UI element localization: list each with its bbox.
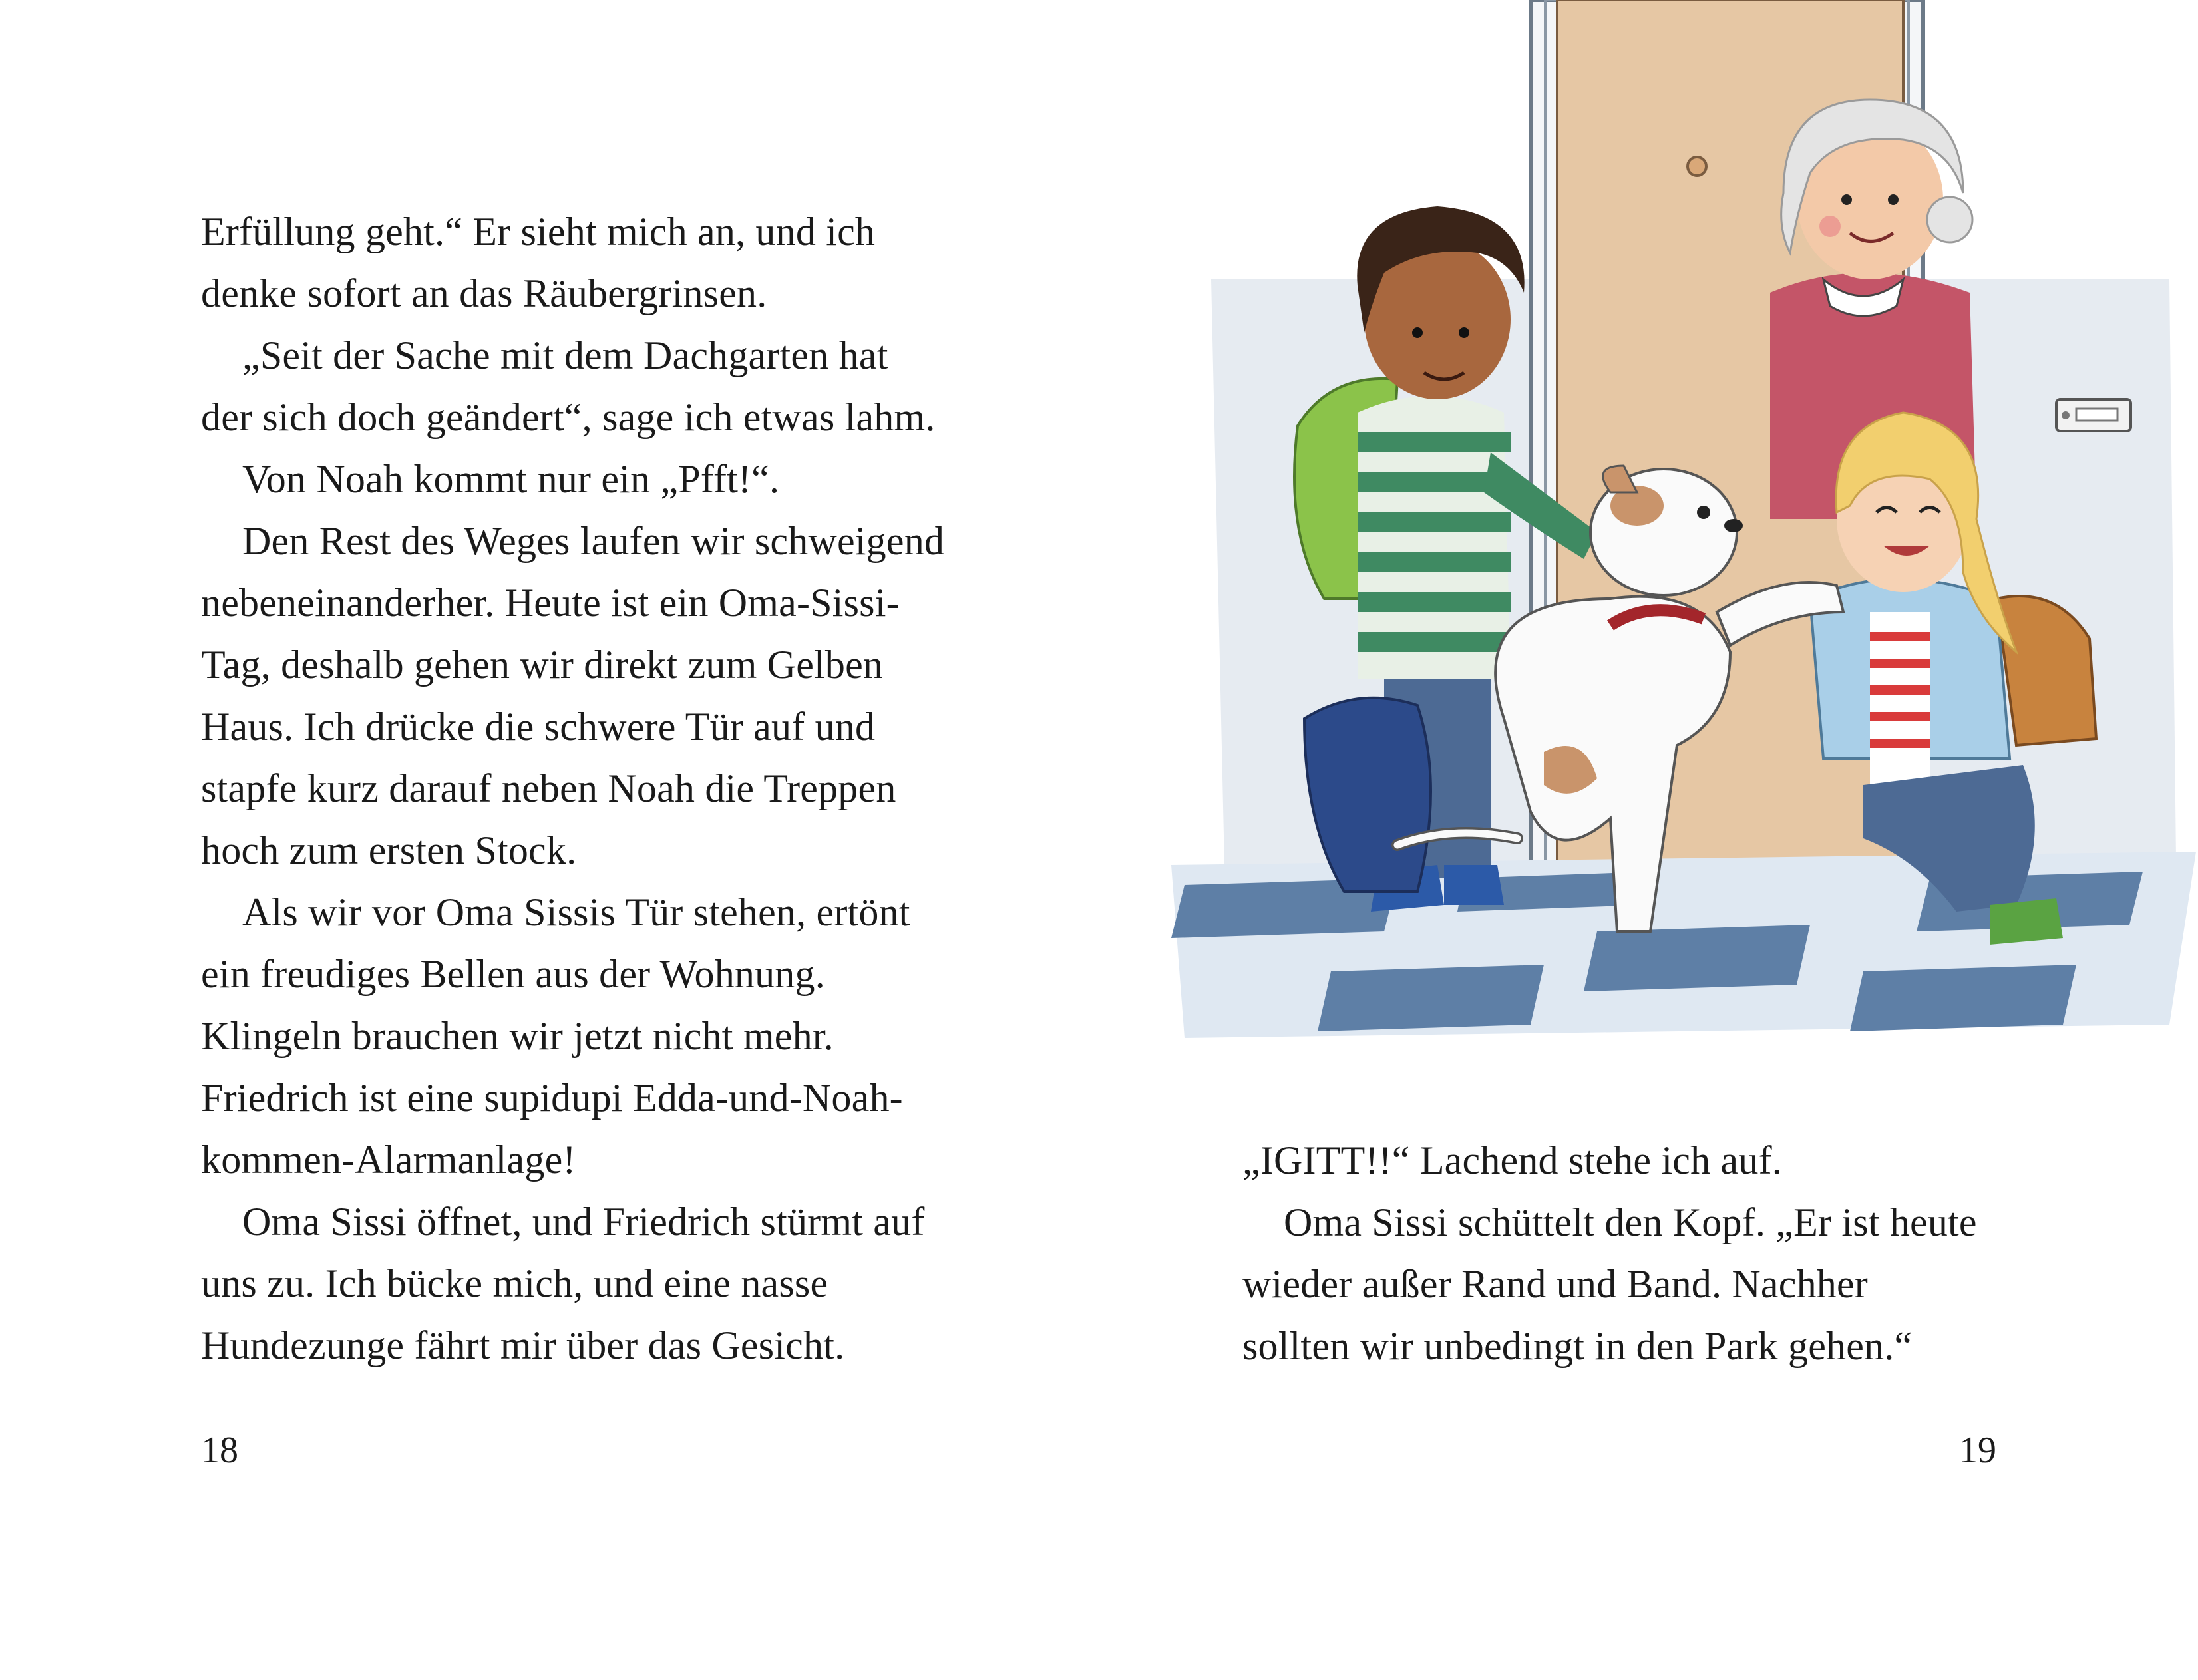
text-line: wieder außer Rand und Band. Nachher — [1242, 1262, 1868, 1306]
left-page-text — [201, 201, 973, 1377]
text-line: Erfüllung geht.“ Er sieht mich an, und ich — [201, 210, 876, 253]
text-line: kommen-Alarmanlage! — [201, 1138, 576, 1182]
text-line: Von Noah kommt nur ein „Pfft!“. — [242, 457, 780, 501]
text-line: hoch zum ersten Stock. — [201, 828, 577, 872]
text-line: Klingeln brauchen wir jetzt nicht mehr. — [201, 1014, 834, 1058]
text-line: „Seit der Sache mit dem Dachgarten hat — [242, 333, 888, 377]
text-line: der sich doch geändert“, sage ich etwas lahm. — [201, 395, 936, 439]
text-line: Tag, deshalb gehen wir direkt zum Gelben — [201, 643, 884, 687]
text-line: Haus. Ich drücke die schwere Tür auf und — [201, 705, 876, 749]
text-line: denke sofort an das Räubergrinsen. — [201, 271, 767, 315]
text-line: sollten wir unbedingt in den Park gehen.“ — [1242, 1324, 1913, 1368]
text-line: „IGITT!!“ Lachend stehe ich auf. — [1242, 1138, 1782, 1182]
text-line: Hundezunge fährt mir über das Gesicht. — [201, 1323, 845, 1367]
text-line: nebeneinanderher. Heute ist ein Oma-Sissi- — [201, 581, 900, 625]
page-number: 18 — [201, 1430, 238, 1471]
text-line: Friedrich ist eine supidupi Edda-und-Noah- — [201, 1076, 903, 1120]
text-line: Den Rest des Weges laufen wir schweigend — [242, 519, 945, 563]
right-page — [1099, 0, 2198, 1680]
text-line: Oma Sissi öffnet, und Friedrich stürmt auf — [242, 1200, 925, 1244]
text-line: ein freudiges Bellen aus der Wohnung. — [201, 952, 825, 996]
text-line: stapfe kurz darauf neben Noah die Treppen — [201, 766, 896, 810]
text-line: uns zu. Ich bücke mich, und eine nasse — [201, 1261, 828, 1305]
text-line: Als wir vor Oma Sissis Tür stehen, ertönt — [242, 890, 910, 934]
page-number: 19 — [1959, 1430, 1996, 1471]
text-line: Oma Sissi schüttelt den Kopf. „Er ist heute — [1284, 1200, 1977, 1244]
right-page-text — [1242, 1130, 2014, 1377]
